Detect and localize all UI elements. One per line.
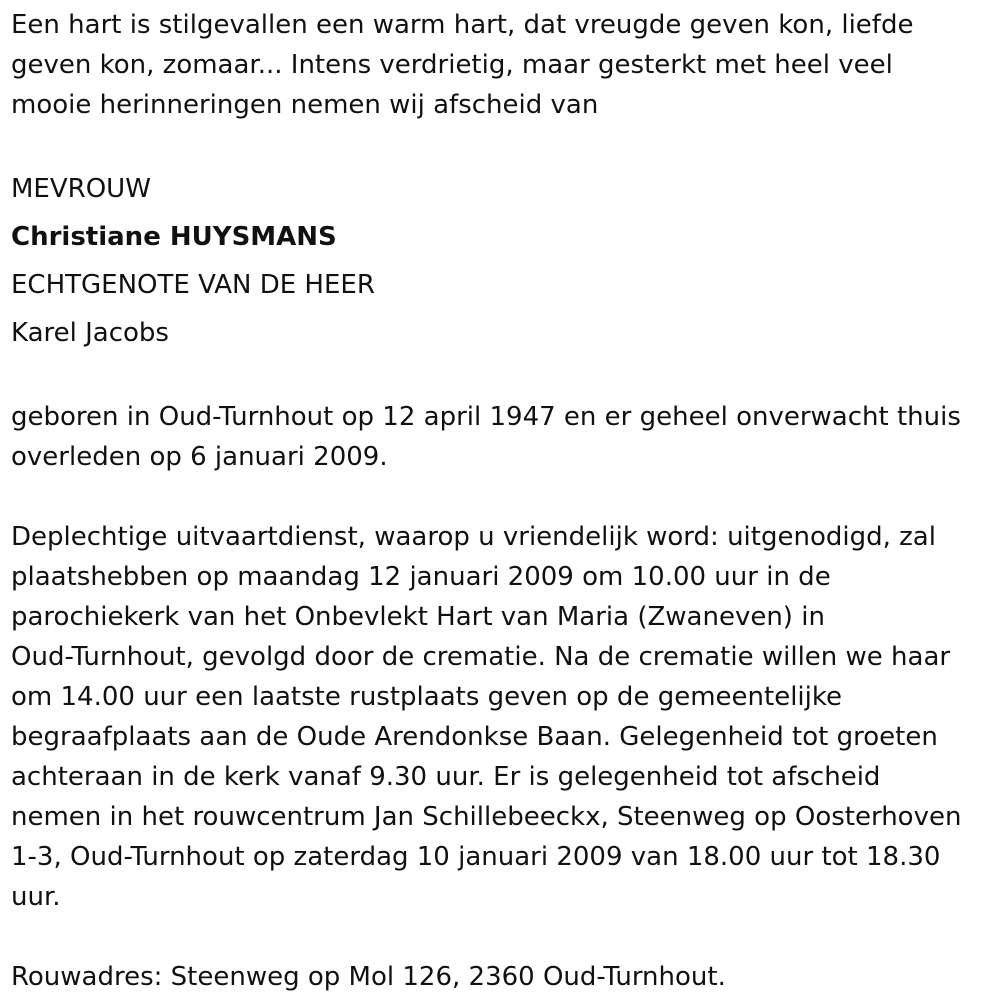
service-paragraph [11, 517, 990, 917]
spouse-name: Karel Jacobs [11, 318, 169, 348]
relation-text: ECHTGENOTE VAN DE HEER [11, 270, 375, 300]
service-line: uur. [11, 882, 61, 912]
title-text: MEVROUW [11, 174, 151, 204]
intro-line: geven kon, zomaar... Intens verdrietig, maar gesterkt met heel veel [11, 50, 893, 80]
paragraph-gap [11, 477, 990, 517]
service-line: Deplechtige uitvaartdienst, waarop u vriendelijk word: uitgenodigd, zal [11, 522, 936, 552]
intro-line: mooie herinneringen nemen wij afscheid van [11, 90, 599, 120]
mourning-address: Rouwadres: Steenweg op Mol 126, 2360 Oud-Turnhout. [11, 962, 726, 992]
deceased-name: Christiane HUYSMANS [11, 222, 337, 252]
birth-death-line: geboren in Oud-Turnhout op 12 april 1947 en er geheel onverwacht thuis [11, 402, 961, 432]
service-line: om 14.00 uur een laatste rustplaats geven op de gemeentelijke [11, 682, 842, 712]
paragraph-gap [11, 917, 990, 957]
service-line: 1-3, Oud-Turnhout op zaterdag 10 januari 2009 van 18.00 uur tot 18.30 [11, 842, 941, 872]
service-line: nemen in het rouwcentrum Jan Schillebeeckx, Steenweg op Oosterhoven [11, 802, 962, 832]
intro-paragraph [11, 5, 990, 125]
intro-line: Een hart is stilgevallen een warm hart, dat vreugde geven kon, liefde [11, 10, 914, 40]
service-line: plaatshebben op maandag 12 januari 2009 om 10.00 uur in de [11, 562, 831, 592]
service-line: begraafplaats aan de Oude Arendonkse Baan. Gelegenheid tot groeten [11, 722, 938, 752]
paragraph-gap [11, 125, 990, 165]
birth-death-paragraph [11, 397, 990, 477]
service-line: parochiekerk van het Onbevlekt Hart van Maria (Zwaneven) in [11, 602, 825, 632]
service-line: Oud-Turnhout, gevolgd door de crematie. Na de crematie willen we haar [11, 642, 951, 672]
birth-death-line: overleden op 6 januari 2009. [11, 442, 388, 472]
service-line: achteraan in de kerk vanaf 9.30 uur. Er is gelegenheid tot afscheid [11, 762, 881, 792]
paragraph-gap [11, 357, 990, 397]
